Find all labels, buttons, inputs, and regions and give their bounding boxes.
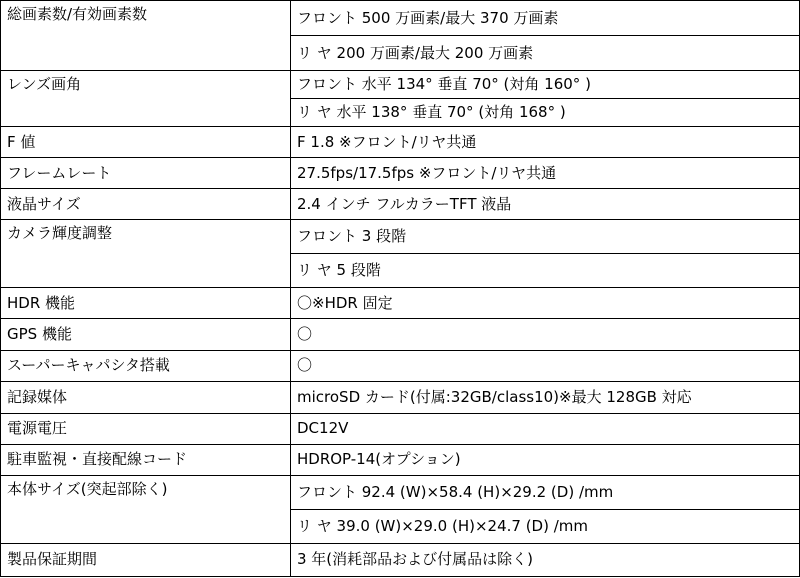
table-row: [1, 288, 800, 319]
row-value: 3 年(消耗部品および付属品は除く): [291, 543, 800, 576]
table-row: [1, 71, 800, 99]
table-row: [1, 543, 800, 576]
row-label-brightness: カメラ輝度調整: [1, 220, 291, 288]
table-row: [1, 319, 800, 350]
table-row: [1, 444, 800, 475]
row-value: リ ヤ 水平 138° 垂直 70° (対角 168° ): [291, 99, 800, 127]
row-value: 2.4 インチ フルカラーTFT 液晶: [291, 189, 800, 220]
row-value: 〇※HDR 固定: [291, 288, 800, 319]
row-value: 27.5fps/17.5fps ※フロント/リヤ共通: [291, 158, 800, 189]
row-value: フロント 水平 134° 垂直 70° (対角 160° ): [291, 71, 800, 99]
table-row: [1, 189, 800, 220]
row-value: HDROP-14(オプション): [291, 444, 800, 475]
row-label-f-value: F 値: [1, 127, 291, 158]
row-label-body-size: 本体サイズ(突起部除く): [1, 475, 291, 543]
row-value: リ ヤ 39.0 (W)×29.0 (H)×24.7 (D) /mm: [291, 509, 800, 543]
row-value: リ ヤ 5 段階: [291, 254, 800, 288]
spec-table-body: [1, 1, 800, 577]
row-label-supercapacitor: スーパーキャパシタ搭載: [1, 350, 291, 381]
table-row: [1, 475, 800, 509]
table-row: [1, 413, 800, 444]
table-row: [1, 220, 800, 254]
table-row: [1, 158, 800, 189]
row-value: フロント 3 段階: [291, 220, 800, 254]
row-label-lens-angle: レンズ画角: [1, 71, 291, 127]
row-value: 〇: [291, 350, 800, 381]
row-label-lcd-size: 液晶サイズ: [1, 189, 291, 220]
row-label-warranty: 製品保証期間: [1, 543, 291, 576]
table-row: [1, 127, 800, 158]
row-value: フロント 500 万画素/最大 370 万画素: [291, 1, 800, 36]
table-row: [1, 381, 800, 413]
row-label-power-voltage: 電源電圧: [1, 413, 291, 444]
row-label-recording-media: 記録媒体: [1, 381, 291, 413]
row-label-gps: GPS 機能: [1, 319, 291, 350]
row-value: 〇: [291, 319, 800, 350]
row-label-pixels: 総画素数/有効画素数: [1, 1, 291, 71]
row-value: DC12V: [291, 413, 800, 444]
row-value: フロント 92.4 (W)×58.4 (H)×29.2 (D) /mm: [291, 475, 800, 509]
row-label-parking-monitor: 駐車監視・直接配線コード: [1, 444, 291, 475]
row-value: F 1.8 ※フロント/リヤ共通: [291, 127, 800, 158]
row-value: リ ヤ 200 万画素/最大 200 万画素: [291, 36, 800, 71]
table-row: [1, 1, 800, 36]
row-value: microSD カード(付属:32GB/class10)※最大 128GB 対応: [291, 381, 800, 413]
row-label-hdr: HDR 機能: [1, 288, 291, 319]
row-label-frame-rate: フレームレート: [1, 158, 291, 189]
table-row: [1, 350, 800, 381]
